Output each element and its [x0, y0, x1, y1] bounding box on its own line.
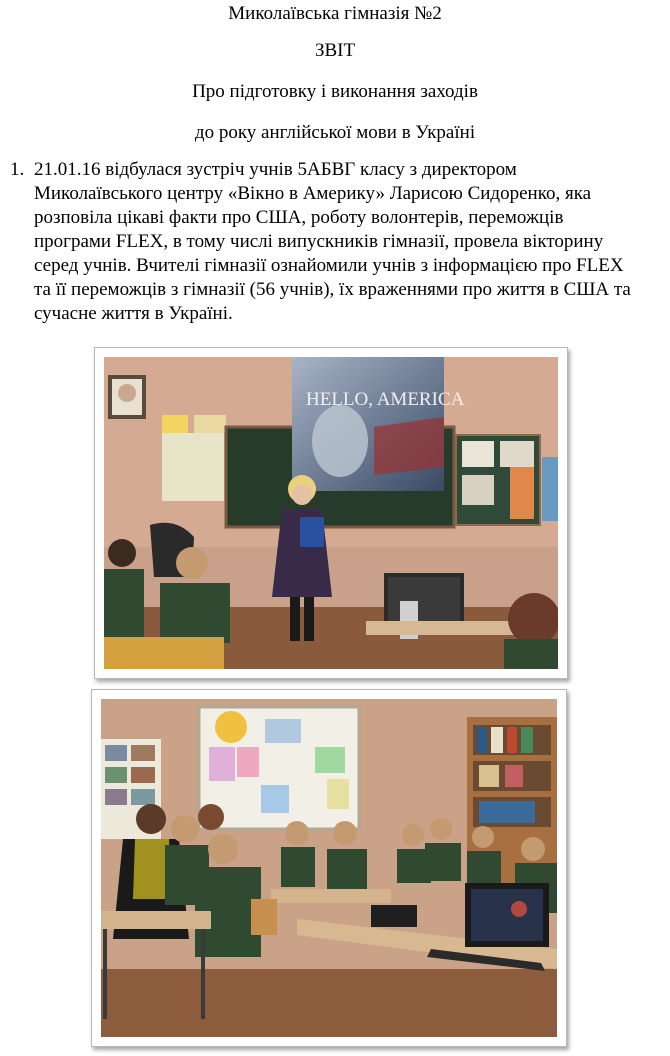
report-title: ЗВІТ: [314, 40, 356, 61]
list-number: 1.: [10, 159, 25, 180]
list-item-text: [34, 158, 670, 326]
text-line: та її переможців з гімназії (56 учнів), їх враженнями про життя в США та: [34, 279, 631, 300]
text-line: Миколаївського центру «Вікно в Америку» Ларисою Сидоренко, яка: [34, 183, 592, 204]
projected-slide-text: HELLO, AMERICA: [306, 389, 465, 410]
text-line: сучасне життя в Україні.: [34, 303, 233, 324]
text-line: серед учнів. Вчителі гімназії ознайомили учнів з інформацією про FLEX: [34, 255, 624, 276]
report-subtitle-line-2: до року англійської мови в Україні: [194, 122, 476, 143]
photo-students: [91, 689, 567, 1047]
school-name: Миколаївська гімназія №2: [228, 3, 442, 24]
text-line: програми FLEX, в тому числі випускників гімназії, провела вікторину: [34, 231, 604, 252]
text-line: розповіла цікаві факти про США, роботу волонтерів, переможців: [34, 207, 564, 228]
report-subtitle-line-1: Про підготовку і виконання заходів: [192, 81, 478, 102]
photo-presentation-image: [104, 357, 558, 669]
text-line: 21.01.16 відбулася зустріч учнів 5АБВГ класу з директором: [34, 159, 517, 180]
photo-students-image: [101, 699, 557, 1037]
photo-presentation: [94, 347, 568, 679]
